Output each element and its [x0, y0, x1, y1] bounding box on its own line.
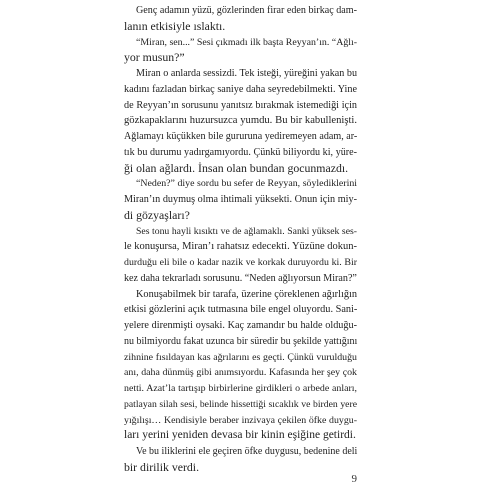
text-line: zihnine fısıldayan kas ağrılarını es geçti. Çünkü vurulduğu	[124, 351, 357, 363]
text-line: “Neden?” diye sordu bu sefer de Reyyan, söylediklerini	[136, 178, 357, 190]
text-line: “Miran, sen...” Sesi çıkmadı ilk başta Reyyan’ın. “Ağlı-	[136, 36, 358, 48]
text-line: bir dirilik verdi.	[124, 459, 200, 474]
paragraph	[124, 176, 357, 223]
text-line: Konuşabilmek bir tarafa, üzerine çöreklenen ağırlığın	[136, 288, 357, 300]
paragraph	[124, 66, 357, 176]
text-line: ları yerini yeniden devasa bir kinin eşiğine getirdi.	[124, 429, 356, 442]
text-line: netti. Azat’la tartışıp birbirlerine girdikleri o arbede anları,	[124, 383, 357, 394]
paragraph	[124, 287, 357, 445]
text-line: etkisi gözlerini açık tutmasına bile engel oluyordu. Sani-	[124, 304, 358, 316]
text-line: Ve bu iliklerini ele geçiren öfke duygusu, bedenine deli	[136, 446, 358, 457]
text-line: kez daha tekrarladı sorusunu. “Neden ağlıyorsun Miran?”	[124, 272, 357, 284]
text-line: yığılışı… Kendisiyle beraber inzivaya çekilen öfke duygu-	[124, 414, 357, 426]
text-line: Miran o anlarda sessizdi. Tek isteği, yüreğini yakan bu	[136, 68, 357, 79]
text-line: tık bu durumu yadırgamıyordu. Çünkü biliyordu ki, yüre-	[124, 146, 357, 158]
text-line: gözkapaklarını huzursuzca yumdu. Bu bir kabullenişti.	[124, 115, 357, 127]
paragraph	[124, 3, 357, 35]
text-line: durduğu eli bile o kadar nazik ve korkak duruyordu ki. Bir	[124, 257, 357, 268]
paragraph	[124, 444, 357, 476]
text-line: ği olan ağlardı. İnsan olan bundan gocunmazdı.	[124, 160, 349, 175]
text-line: Ses tonu hayli kısıktı ve de ağlamaklı. Sanki yüksek ses-	[136, 225, 357, 237]
text-line: Miran’ın duymuş olma ihtimali yüksekti. Onun için miy-	[124, 194, 357, 205]
text-line: Ağlamayı küçükken bile gururuna yediremeyen adam, ar-	[124, 131, 358, 142]
text-line: yelere direnmişti oysaki. Kaç zamandır bu halde olduğu-	[124, 320, 357, 331]
text-line: kadını fazladan birkaç saniye daha seyredebilmekti. Yine	[124, 83, 357, 95]
text-line: nu bilmiyordu fakat uzunca bir süredir bu şekilde yattığını	[124, 335, 358, 347]
text-line: yor musun?”	[124, 50, 185, 65]
text-line: anı, daha dünmüş gibi anımsıyordu. Kafasında her şey çok	[124, 367, 357, 379]
text-line: di gözyaşları?	[124, 207, 190, 222]
text-line: Genç adamın yüzü, gözlerinden firar eden birkaç dam-	[136, 5, 357, 16]
paragraph	[124, 224, 357, 287]
text-line: de Reyyan’ın sorusunu yanıtsız bırakmak istemediği için	[124, 99, 357, 111]
page-number: 9	[351, 473, 357, 485]
text-line: le konuşursa, Miran’ı rahatsız edecekti. Yüzüne dokun-	[124, 241, 357, 253]
text-line: patlayan silah sesi, belinde hissettiği sıcaklık ve birden yere	[124, 398, 357, 410]
text-line: lanın etkisiyle ıslaktı.	[124, 18, 226, 33]
paragraph	[124, 35, 357, 67]
body-text	[124, 3, 357, 476]
